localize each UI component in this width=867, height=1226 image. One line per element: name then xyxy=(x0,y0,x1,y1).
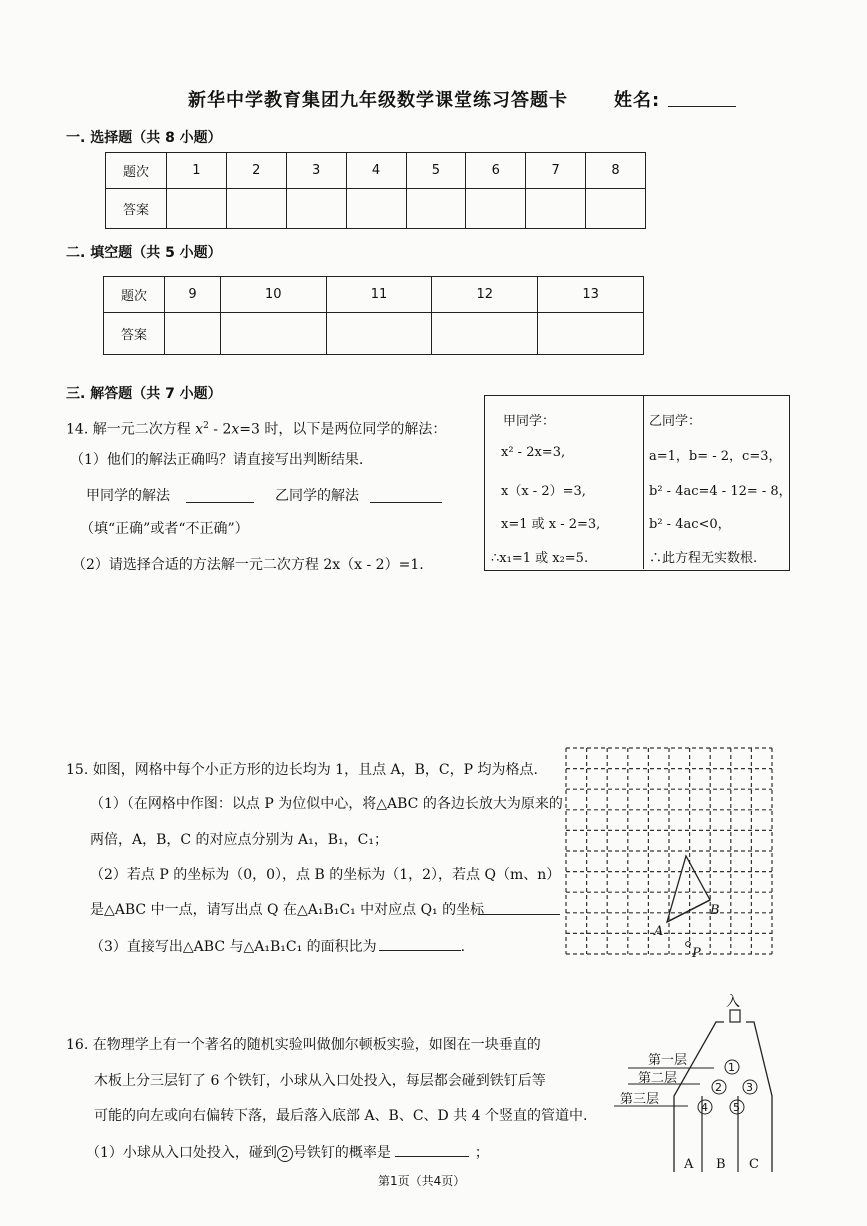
nail-2-circle: 2 xyxy=(277,1146,293,1162)
layer-3-label: 第三层 xyxy=(620,1092,660,1107)
q14-hint: （填“正确”或者“不正确”） xyxy=(80,521,249,537)
answer-cell[interactable] xyxy=(432,313,538,355)
answer-cell[interactable] xyxy=(226,189,286,229)
q15-line-5: 是△ABC 中一点，请写出点 Q 在△A₁B₁C₁ 中对应点 Q₁ 的坐标 xyxy=(90,902,485,918)
answer-cell[interactable] xyxy=(406,189,466,229)
q15-line-1: 15. 如图，网格中每个小正方形的边长均为 1，且点 A，B，C，P 均为格点. xyxy=(66,762,538,778)
sketch-line xyxy=(667,900,710,922)
q14-yi-answer-blank[interactable] xyxy=(370,486,442,503)
q15-grid-figure xyxy=(560,742,776,970)
section-heading-choice: 一. 选择题（共 8 小题） xyxy=(66,130,222,146)
name-field[interactable] xyxy=(668,88,736,107)
answer-cell[interactable] xyxy=(286,189,346,229)
q14-solutions-box: 甲同学： x² - 2x=3, x（x - 2）=3, x=1 或 x - 2=3, ∴x₁=1 或 x₂=5. 乙同学： a=1，b= - 2，c=3， b² - 4ac=4 - 12= - 8， b² - 4ac<0， ∴此方程无实数根. xyxy=(484,395,790,571)
fill-answer-table xyxy=(103,276,644,355)
q15-line-2: （1）（在网格中作图：以点 P 为位似中心，将△ABC 的各边长放大为原来的 xyxy=(90,796,563,812)
question-number: 7 xyxy=(526,153,586,189)
question-number: 3 xyxy=(286,153,346,189)
question-number: 12 xyxy=(432,277,538,313)
answer-cell[interactable] xyxy=(326,313,432,355)
q16-probability-blank[interactable] xyxy=(395,1142,469,1157)
answer-cell[interactable] xyxy=(167,189,227,229)
q16-line-4: （1）小球从入口处投入，碰到 2 号铁钉的概率是 ； xyxy=(86,1142,489,1162)
question-number: 5 xyxy=(406,153,466,189)
dashed-grid xyxy=(566,748,772,954)
svg-text:4: 4 xyxy=(701,1101,708,1114)
row-label-answer: 答案 xyxy=(106,189,167,229)
row-label-answer: 答案 xyxy=(104,313,165,355)
board-outline xyxy=(674,1022,772,1172)
question-number: 10 xyxy=(220,277,326,313)
label-p: P xyxy=(692,946,701,961)
q14-box-divider xyxy=(643,396,644,569)
pipe-c-label: C xyxy=(749,1157,759,1172)
q15-q1-coordinate-blank[interactable] xyxy=(478,898,560,915)
q16-line-1: 16. 在物理学上有一个著名的随机实验叫做伽尔顿板实验，如图在一块垂直的 xyxy=(66,1037,541,1053)
page-footer: 第1页（共4页） xyxy=(378,1174,466,1188)
answer-cell[interactable] xyxy=(165,313,221,355)
svg-text:2: 2 xyxy=(715,1081,722,1094)
answer-cell[interactable] xyxy=(586,189,646,229)
q14-jia-answer-blank[interactable] xyxy=(186,486,254,503)
question-number: 4 xyxy=(346,153,406,189)
q14-jia-label: 甲同学的解法 xyxy=(86,488,170,504)
q14-yi-label: 乙同学的解法 xyxy=(275,488,359,504)
entry-label: 入 xyxy=(726,994,740,1010)
q15-line-6: （3）直接写出△ABC 与△A₁B₁C₁ 的面积比为 . xyxy=(90,936,465,956)
layer-2-label: 第二层 xyxy=(638,1071,678,1086)
q15-line-3: 两倍，A，B，C 的对应点分别为 A₁，B₁，C₁； xyxy=(90,832,388,848)
svg-text:3: 3 xyxy=(746,1081,753,1094)
pipe-a-label: A xyxy=(684,1157,694,1172)
label-b: B xyxy=(710,903,720,918)
q15-area-ratio-blank[interactable] xyxy=(379,936,461,951)
galton-board-figure xyxy=(604,986,784,1176)
page-title: 新华中学教育集团九年级数学课堂练习答题卡 xyxy=(188,90,568,111)
row-label-question: 题次 xyxy=(106,153,167,189)
question-number: 11 xyxy=(326,277,432,313)
answer-cell[interactable] xyxy=(526,189,586,229)
entry-opening xyxy=(730,1010,740,1022)
pipe-b-label: B xyxy=(716,1157,726,1172)
q14-part2: （2）请选择合适的方法解一元二次方程 2x（x - 2）=1. xyxy=(72,557,424,573)
answer-cell[interactable] xyxy=(346,189,406,229)
answer-cell[interactable] xyxy=(220,313,326,355)
triangle-abc xyxy=(667,856,710,922)
section-heading-solve: 三. 解答题（共 7 小题） xyxy=(66,386,222,402)
name-label: 姓名: xyxy=(614,90,661,111)
question-number: 2 xyxy=(226,153,286,189)
row-label-question: 题次 xyxy=(104,277,165,313)
question-number: 1 xyxy=(167,153,227,189)
choice-answer-table xyxy=(105,152,646,229)
section-heading-fill: 二. 填空题（共 5 小题） xyxy=(66,245,222,261)
answer-cell[interactable] xyxy=(466,189,526,229)
q14-stem: 14. 解一元二次方程 $x^2 - 2x=3$ 时，以下是两位同学的解法： xyxy=(66,421,447,438)
question-number: 9 xyxy=(165,277,221,313)
svg-text:1: 1 xyxy=(728,1061,735,1074)
question-number: 6 xyxy=(466,153,526,189)
label-a: A xyxy=(654,924,664,939)
q16-line-2: 木板上分三层钉了 6 个铁钉，小球从入口处投入，每层都会碰到铁钉后等 xyxy=(94,1073,546,1089)
q16-line-3: 可能的向左或向右偏转下落，最后落入底部 A、B、C、D 共 4 个竖直的管道中. xyxy=(94,1108,588,1124)
q14-part1: （1）他们的解法正确吗？请直接写出判断结果. xyxy=(70,452,364,468)
layer-1-label: 第一层 xyxy=(648,1053,688,1068)
answer-cell[interactable] xyxy=(538,313,644,355)
svg-text:5: 5 xyxy=(733,1101,740,1114)
question-number: 8 xyxy=(586,153,646,189)
question-number: 13 xyxy=(538,277,644,313)
q15-line-4: （2）若点 P 的坐标为（0，0），点 B 的坐标为（1，2），若点 Q（m、n） xyxy=(90,867,561,883)
